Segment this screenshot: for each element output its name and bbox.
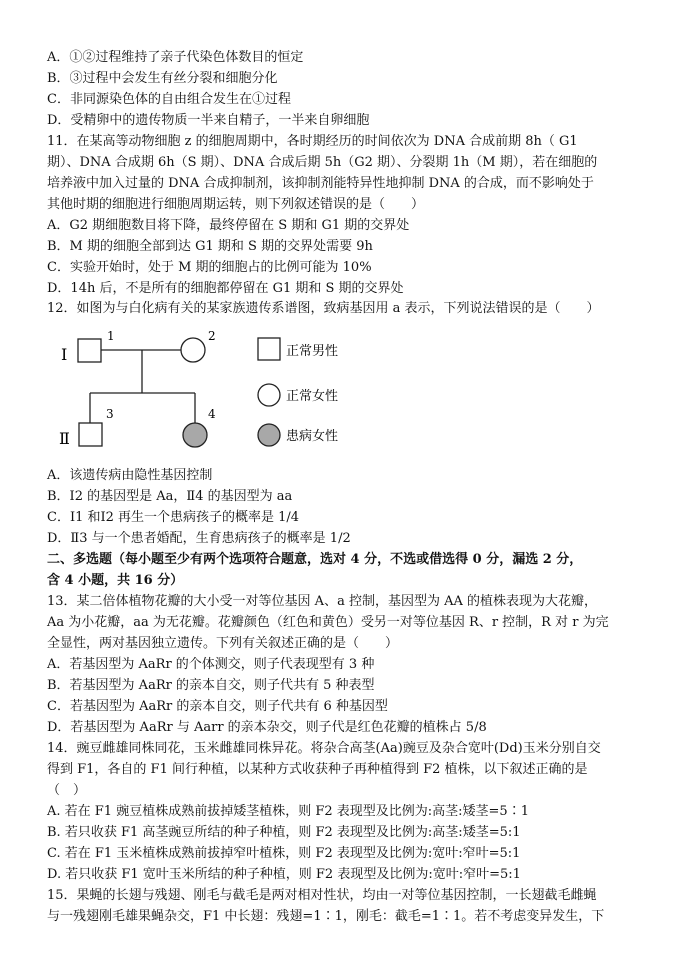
q12-option-c: C．Ⅰ1 和Ⅰ2 再生一个患病孩子的概率是 1/4 [47,510,300,525]
q13-option-b: B．若基因型为 AaRr 的亲本自交，则子代共有 5 种表型 [47,678,375,693]
legend-normal-male-label: 正常男性 [286,344,339,359]
q10-option-b: B．③过程中会发生有丝分裂和细胞分化 [47,71,278,86]
q12-option-d: D．Ⅱ3 与一个患者婚配，生育患病孩子的概率是 1/2 [47,531,351,546]
q14-stem-line2: 得到 F1，各自的 F1 间行种植，以某种方式收获种子再种植得到 F2 植株，以下叙述正确的是 [47,762,588,777]
legend-affected-female-symbol [258,424,280,446]
q11-stem-line4: 其他时期的细胞进行细胞周期运转，则下列叙述错误的是（ ） [47,197,425,212]
individual-number-3: 3 [106,407,114,421]
q13-option-d: D．若基因型为 AaRr 与 Aarr 的亲本杂交，则子代是红色花瓣的植株占 5/8 [47,720,487,735]
q11-option-b: B．M 期的细胞全部到达 G1 期和 S 期的交界处需要 9h [47,239,373,254]
legend-normal-male-symbol [258,338,280,360]
q13-stem-line3: 全显性，两对基因独立遗传。下列有关叙述正确的是（ ） [47,636,399,651]
legend-normal-female-symbol [258,384,280,406]
q11-option-d: D．14h 后，不是所有的细胞都停留在 G1 期和 S 期的交界处 [47,281,404,296]
q13-option-c: C．若基因型为 AaRr 的亲本自交，则子代共有 6 种基因型 [47,699,388,714]
q10-option-d: D．受精卵中的遗传物质一半来自精子，一半来自卵细胞 [47,113,370,128]
q10-option-a: A．①②过程维持了亲子代染色体数目的恒定 [47,50,304,65]
q12-stem: 12．如图为与白化病有关的某家族遗传系谱图，致病基因用 a 表示，下列说法错误的是（ ） [47,301,600,316]
q11-option-a: A．G2 期细胞数目将下降，最终停留在 S 期和 G1 期的交界处 [47,218,410,233]
q14-option-a: A. 若在 F1 豌豆植株成熟前拔掉矮茎植株，则 F2 表现型及比例为:高茎:矮茎=5∶1 [47,804,529,819]
q12-option-b: B．Ⅰ2 的基因型是 Aa，Ⅱ4 的基因型为 aa [47,489,293,504]
q13-stem-line2: Aa 为小花瓣，aa 为无花瓣。花瓣颜色（红色和黄色）受另一对等位基因 R、r 控制，R 对 r 为完 [47,615,609,630]
individual-II4-affected-female [183,423,207,447]
q13-option-a: A．若基因型为 AaRr 的个体测交，则子代表现型有 3 种 [47,657,375,672]
individual-I1-normal-male [78,339,101,362]
section-heading-line2: 含 4 小题，共 16 分） [47,573,184,588]
generation-label-2: Ⅱ [59,429,70,448]
individual-number-1: 1 [107,329,115,343]
q10-option-c: C．非同源染色体的自由组合发生在①过程 [47,92,291,107]
q15-stem-line2: 与一残翅刚毛雄果蝇杂交，F1 中长翅：残翅=1∶1，刚毛：截毛=1∶1。若不考虑变异发生，下 [47,909,605,924]
q11-stem-line2: 期）、DNA 合成期 6h（S 期）、DNA 合成后期 5h（G2 期）、分裂期 1h（M 期），若在细胞的 [47,155,598,170]
q14-option-d: D. 若只收获 F1 宽叶玉米所结的种子种植，则 F2 表现型及比例为:宽叶:窄叶=5:1 [47,867,521,882]
q13-stem-line1: 13．某二倍体植物花瓣的大小受一对等位基因 A、a 控制，基因型为 AA 的植株表现为大花瓣， [47,594,597,609]
q11-option-c: C．实验开始时，处于 M 期的细胞占的比例可能为 10% [47,260,372,275]
q15-stem-line1: 15．果蝇的长翅与残翅、刚毛与截毛是两对相对性状，均由一对等位基因控制，一长翅截毛雌蝇 [47,888,597,903]
legend-affected-female-label: 患病女性 [286,429,339,444]
individual-number-2: 2 [208,329,216,343]
individual-II3-normal-male [79,423,102,446]
q14-option-c: C. 若在 F1 玉米植株成熟前拔掉窄叶植株，则 F2 表现型及比例为:宽叶:窄叶=5:1 [47,846,521,861]
q14-stem-bracket: （ ） [47,783,87,798]
q14-option-b: B. 若只收获 F1 高茎豌豆所结的种子种植，则 F2 表现型及比例为:高茎:矮茎=5:1 [47,825,521,840]
generation-label-1: Ⅰ [61,345,68,364]
q12-option-a: A．该遗传病由隐性基因控制 [47,468,213,483]
section-heading-line1: 二、多选题（每小题至少有两个选项符合题意，选对 4 分，不选或借选得 0 分，漏选 2 分， [47,552,583,567]
q11-stem-line1: 11．在某高等动物细胞 z 的细胞周期中，各时期经历的时间依次为 DNA 合成前期 8h（ G1 [47,134,578,149]
q11-stem-line3: 培养液中加入过量的 DNA 合成抑制剂，该抑制剂能特异性地抑制 DNA 的合成，而不影响处于 [47,176,594,191]
pedigree-diagram [55,320,355,462]
individual-I2-normal-female [181,338,205,362]
legend-normal-female-label: 正常女性 [286,389,339,404]
individual-number-4: 4 [208,407,216,421]
q14-stem-line1: 14．豌豆雌雄同株同花，玉米雌雄同株异花。将杂合高茎(Aa)豌豆及杂合宽叶(Dd)玉米分别自交 [47,741,601,756]
